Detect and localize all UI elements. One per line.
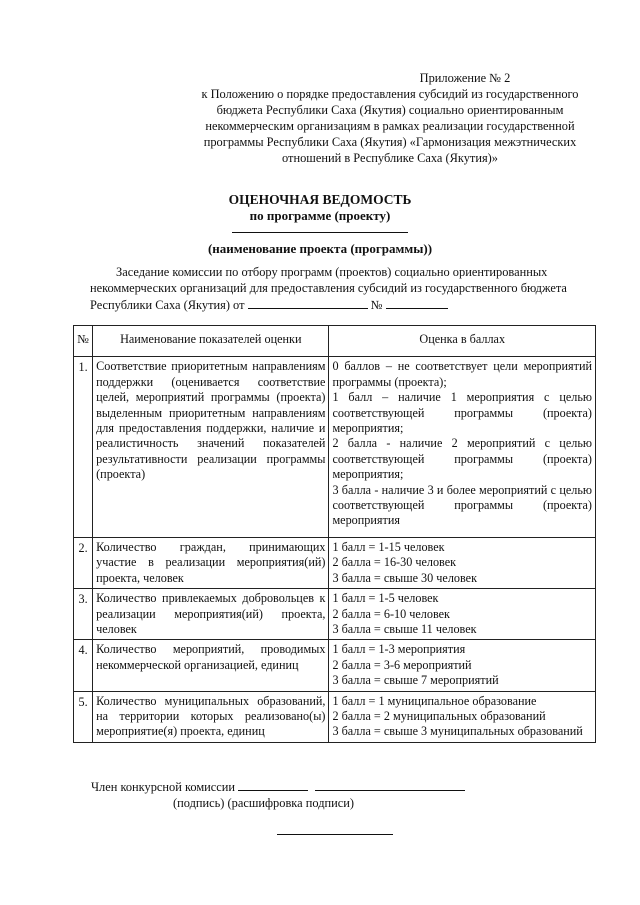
table-header-row bbox=[74, 326, 596, 357]
appendix-header bbox=[190, 70, 590, 166]
row-indicator: Количество привлекаемых добровольцев к реализации мероприятия(ий) проекта, человек bbox=[93, 589, 329, 640]
table-row bbox=[74, 691, 596, 742]
date-blank bbox=[248, 296, 368, 309]
score-line: 2 балла = 2 муниципальных образований bbox=[332, 708, 546, 723]
score-line: 1 балл = 1-3 мероприятия bbox=[332, 642, 466, 657]
score-line: 3 балла = свыше 11 человек bbox=[332, 621, 477, 636]
row-scores bbox=[329, 537, 596, 588]
project-name-blank bbox=[232, 224, 408, 233]
intro-line-date bbox=[90, 296, 595, 313]
score-line: 3 балла = свыше 30 человек bbox=[332, 570, 478, 585]
appendix-line: к Положению о порядке предоставления субсидий из государственного bbox=[201, 87, 579, 101]
table-row bbox=[74, 357, 596, 537]
document-title-block bbox=[100, 192, 540, 257]
signature-blank bbox=[238, 778, 308, 791]
row-indicator: Соответствие приоритетным направлениям поддержки (оценивается соответствие целей, мероприятий программы (проекта) выделенным приоритетным направлениям для предоставления поддержки, наличие и реалистичность значений показателей результативности реализации программы (проекта) bbox=[93, 357, 329, 537]
row-number: 3. bbox=[74, 589, 93, 640]
row-indicator: Количество мероприятий, проводимых некоммерческой организацией, единиц bbox=[93, 640, 329, 691]
number-blank bbox=[386, 296, 448, 309]
header-indicator: Наименование показателей оценки bbox=[93, 326, 329, 357]
header-score: Оценка в баллах bbox=[329, 326, 596, 357]
signature-label: Член конкурсной комиссии bbox=[91, 780, 236, 794]
score-line: 1 балл – наличие 1 мероприятия с целью соответствующей программы (проекта) мероприятия; bbox=[332, 390, 592, 436]
score-line: 3 балла - наличие 3 и более мероприятий с целью соответствующей программы (проекта) мероприятия bbox=[332, 482, 592, 528]
intro-line: некоммерческих организаций для предоставления субсидий из государственного бюджета bbox=[90, 281, 567, 296]
row-scores bbox=[329, 691, 596, 742]
score-line: 2 балла - наличие 2 мероприятий с целью соответствующей программы (проекта) мероприятия; bbox=[332, 436, 592, 482]
page-subtitle: по программе (проекту) bbox=[249, 208, 391, 223]
project-name-caption: (наименование проекта (программы)) bbox=[207, 241, 433, 256]
score-line: 2 балла = 6-10 человек bbox=[332, 606, 450, 621]
appendix-line: отношений в Республике Саха (Якутия)» bbox=[282, 151, 498, 165]
appendix-line: Приложение № 2 bbox=[419, 71, 511, 85]
row-indicator: Количество граждан, принимающих участие в реализации мероприятия(ий) проекта, человек bbox=[93, 537, 329, 588]
intro-paragraph bbox=[90, 264, 595, 314]
score-line: 1 балл = 1-15 человек bbox=[332, 539, 445, 554]
header-number: № bbox=[74, 326, 93, 357]
signature-block bbox=[91, 778, 511, 811]
row-scores bbox=[329, 640, 596, 691]
appendix-line: бюджета Республики Саха (Якутия) социально ориентированным bbox=[216, 103, 564, 117]
appendix-line: некоммерческим организациям в рамках реализации государственной bbox=[205, 119, 575, 133]
intro-date-label: Республики Саха (Якутия) от bbox=[90, 298, 245, 313]
appendix-line: программы Республики Саха (Якутия) «Гармонизация межэтнических bbox=[203, 135, 577, 149]
score-line: 3 балла = свыше 7 мероприятий bbox=[332, 673, 499, 688]
score-line: 1 балл = 1 муниципальное образование bbox=[332, 693, 537, 708]
row-scores bbox=[329, 357, 596, 537]
signature-caption: (подпись) (расшифровка подписи) bbox=[173, 796, 355, 810]
signature-decoding-blank bbox=[315, 778, 465, 791]
row-number: 2. bbox=[74, 537, 93, 588]
row-number: 1. bbox=[74, 357, 93, 537]
page-title: ОЦЕНОЧНАЯ ВЕДОМОСТЬ bbox=[228, 192, 412, 207]
score-line: 1 балл = 1-5 человек bbox=[332, 591, 439, 606]
evaluation-table bbox=[73, 325, 596, 743]
score-line: 0 баллов – не соответствует цели мероприятий программы (проекта); bbox=[332, 359, 592, 389]
intro-line: Заседание комиссии по отбору программ (проектов) социально ориентированных bbox=[116, 265, 548, 279]
score-line: 3 балла = свыше 3 муниципальных образований bbox=[332, 724, 583, 739]
row-indicator: Количество муниципальных образований, на территории которых реализовано(ы) мероприятие(я) проекта, единиц bbox=[93, 691, 329, 742]
table-row bbox=[74, 537, 596, 588]
row-scores bbox=[329, 589, 596, 640]
row-number: 4. bbox=[74, 640, 93, 691]
score-line: 2 балла = 3-6 мероприятий bbox=[332, 657, 472, 672]
table-row bbox=[74, 589, 596, 640]
signature-line bbox=[91, 778, 511, 795]
row-number: 5. bbox=[74, 691, 93, 742]
closing-rule bbox=[277, 834, 393, 835]
score-line: 2 балла = 16-30 человек bbox=[332, 555, 457, 570]
table-row bbox=[74, 640, 596, 691]
number-sign: № bbox=[370, 298, 383, 313]
